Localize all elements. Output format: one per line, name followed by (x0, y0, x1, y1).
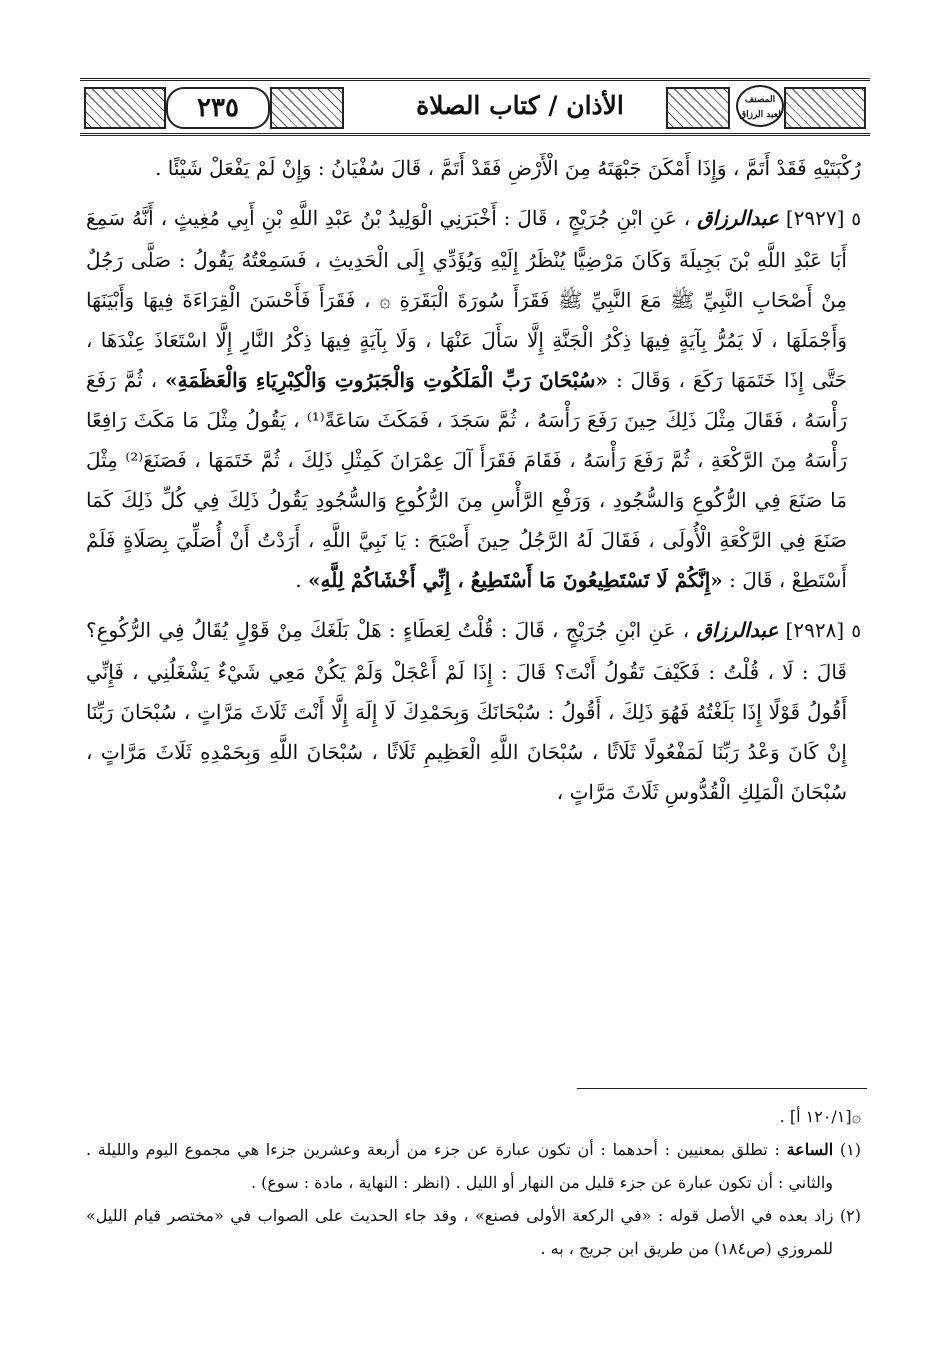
hadith-text-part-2: ، ثُمَّ رَفَعَ رَأْسَهُ ، فَقَالَ مِثْلَ ذَلِكَ حِينَ رَفَعَ رَأْسَهُ ، ثُمَّ سَجَدَ ، فَمَكَثَ سَاعَةً⁽¹⁾ ، يَقُولُ مِثْلَ مَا مَكَثَ رَافِعًا رَأْسَهُ مِنَ الرَّكْعَةِ ، ثُمَّ رَفَعَ رَأْسَهُ ، فَقَامَ فَقَرَأَ آلَ عِمْرَانَ كَمِثْلِ ذَلِكَ ، ثُمَّ خَتَمَهَا ، فَصَنَعَ⁽²⁾ مِثْلَ مَا صَنَعَ فِي الرُّكُوعِ وَالسُّجُودِ ، وَرَفْعِ الرَّأْسِ مِنَ الرُّكُوعِ وَالسُّجُودِ يَقُولُ ذَلِكَ فِي كُلِّ ذَلِكَ كَمَا صَنَعَ فِي الرَّكْعَةِ الْأُولَى ، فَقَالَ لَهُ الرَّجُلُ حِينَ أَصْبَحَ : يَا نَبِيَّ اللَّهِ ، أَرَدْتُ أَنْ أُصَلِّيَ بِصَلَاةٍ فَلَمْ أَسْتَطِعْ ، قَالَ : (86, 368, 847, 592)
running-header (80, 78, 870, 136)
hadith-quote-1: «سُبْحَانَ رَبِّ الْمَلَكُوتِ وَالْجَبَرُوتِ وَالْكِبْرِيَاءِ وَالْعَظَمَةِ» (165, 368, 608, 392)
hadith-quote-2: «إِنَّكُمْ لَا تَسْتَطِيعُونَ مَا أَسْتَطِيعُ ، إِنِّي أَخْشَاكُمْ لِلَّهِ» (308, 568, 723, 592)
hadith-text: ، عَنِ ابْنِ جُرَيْجٍ ، قَالَ : قُلْتُ لِعَطَاءٍ : هَلْ بَلَغَكَ مِنْ قَوْلٍ يُقَالُ فِي الرُّكُوعِ؟ قَالَ : لَا ، قُلْتُ : فَكَيْفَ تَقُولُ أَنْتَ؟ قَالَ : إِذَا لَمْ أَعْجَلْ وَلَمْ يَكُنْ مَعِي شَيْءٌ يَشْغَلُنِي ، فَإِنِّي أَقُولُ قَوْلًا إِذَا بَلَغْتُهُ فَهُوَ ذَلِكَ ، أَقُولُ : سُبْحَانَكَ وَبِحَمْدِكَ لَا إِلَهَ إِلَّا أَنْتَ ثَلَاثَ مَرَّاتٍ ، سُبْحَانَ رَبِّنَا إِنْ كَانَ وَعْدُ رَبِّنَا لَمَفْعُولًا ثَلَاثًا ، سُبْحَانَ اللَّهِ الْعَظِيمِ ثَلَاثًا ، سُبْحَانَ اللَّهِ وَبِحَمْدِهِ ثَلَاثَ مَرَّاتٍ ، سُبْحَانَ الْمَلِكِ الْقُدُّوسِ ثَلَاثَ مَرَّاتٍ ، (86, 618, 847, 804)
hadith-number: [٢٩٢٨] (785, 618, 845, 642)
footnote-1-text: : تطلق بمعنيين : أحدهما : أن تكون عبارة عن جزء من أربعة وعشرين جزءا هي مجموع اليوم والليلة . والثاني : أن تكون عبارة عن جزء قليل من النهار أو الليل . (انظر : النهاية ، مادة : سوع) . (86, 1140, 833, 1192)
hadith-number: [٢٩٢٧] (785, 206, 845, 230)
footnote-1-number: (١) (839, 1140, 862, 1159)
footnote-1 (86, 1133, 861, 1199)
ornament-left-outer (84, 87, 166, 129)
hadith-marker: ٥ (851, 621, 862, 642)
ornament-left-inner (270, 87, 344, 129)
ornament-right-outer (784, 87, 866, 129)
intro-paragraph: رُكْبَتَيْهِ فَقَدْ أَتَمَّ ، وَإِذَا أَمْكَنَ جَبْهَتَهُ مِنَ الْأَرْضِ فَقَدْ أَتَمَّ ، قَالَ سُفْيَانُ : وَإِنْ لَمْ يَفْعَلْ شَيْئًا . (155, 156, 861, 180)
hadith-2928 (86, 610, 861, 812)
footnote-divider (577, 1088, 867, 1089)
folio-reference: ۞[١٢٠/١ أ] . (779, 1107, 861, 1126)
hadith-end: . (295, 568, 302, 592)
footnote-2-number: (٢) (839, 1206, 861, 1225)
hadith-author: عبدالرزاق (696, 618, 779, 642)
hadith-text-part-1: ، عَنِ ابْنِ جُرَيْجٍ ، قَالَ : أَخْبَرَنِي الْوَلِيدُ بْنُ عَبْدِ اللَّهِ بْنِ أَبِي مُغِيثٍ ، أَنَّهُ سَمِعَ أَبَا عَبْدِ اللَّهِ بْنَ بَجِيلَةَ وَكَانَ مَرْضِيًّا يُنْظَرُ إِلَيْهِ وَيُؤَدِّي إِلَى الْحَدِيثِ ، فَسَمِعْتُهُ يَقُولُ : صَلَّى رَجُلٌ مِنْ أَصْحَابِ النَّبِيِّ ﷺ مَعَ النَّبِيِّ ﷺ فَقَرَأَ سُورَةَ الْبَقَرَةِ ۞ ، فَقَرَأَ فَأَحْسَنَ الْقِرَاءَةَ فِيهَا وَأَبْيَنَهَا وَأَجْمَلَهَا ، لَا يَمُرُّ بِآيَةٍ فِيهَا ذِكْرُ الْجَنَّةِ إِلَّا سَأَلَ عَنْهَا ، وَلَا بِآيَةٍ فِيهَا ذِكْرُ النَّارِ إِلَّا اسْتَعَاذَ عِنْدَهَا ، حَتَّى إِذَا خَتَمَهَا رَكَعَ ، وَقَالَ : (86, 206, 848, 392)
running-title: الأذان / كتاب الصلاة (416, 91, 624, 120)
footnote-1-term: الساعة (786, 1140, 834, 1159)
hadith-author: عبدالرزاق (697, 206, 779, 230)
page-number: ٢٣٥ (166, 87, 270, 129)
footnote-2-text: زاد بعده في الأصل قوله : «في الركعة الأولى فصنع» ، وقد جاء الحديث على الصواب في «مختصر قيام الليل» للمروزي (ص١٨٤) من طريق ابن جريج ، به . (86, 1206, 834, 1258)
main-text (86, 148, 861, 822)
hadith-2927 (86, 198, 861, 600)
footnote-2 (86, 1199, 861, 1265)
seal-line-1: المصنف (744, 95, 776, 105)
hadith-marker: ٥ (851, 209, 862, 230)
seal-line-2: لعبد الرزاق (739, 110, 781, 120)
book-seal-logo (736, 85, 784, 127)
footnotes (86, 1100, 861, 1265)
ornament-right-inner (666, 87, 730, 129)
